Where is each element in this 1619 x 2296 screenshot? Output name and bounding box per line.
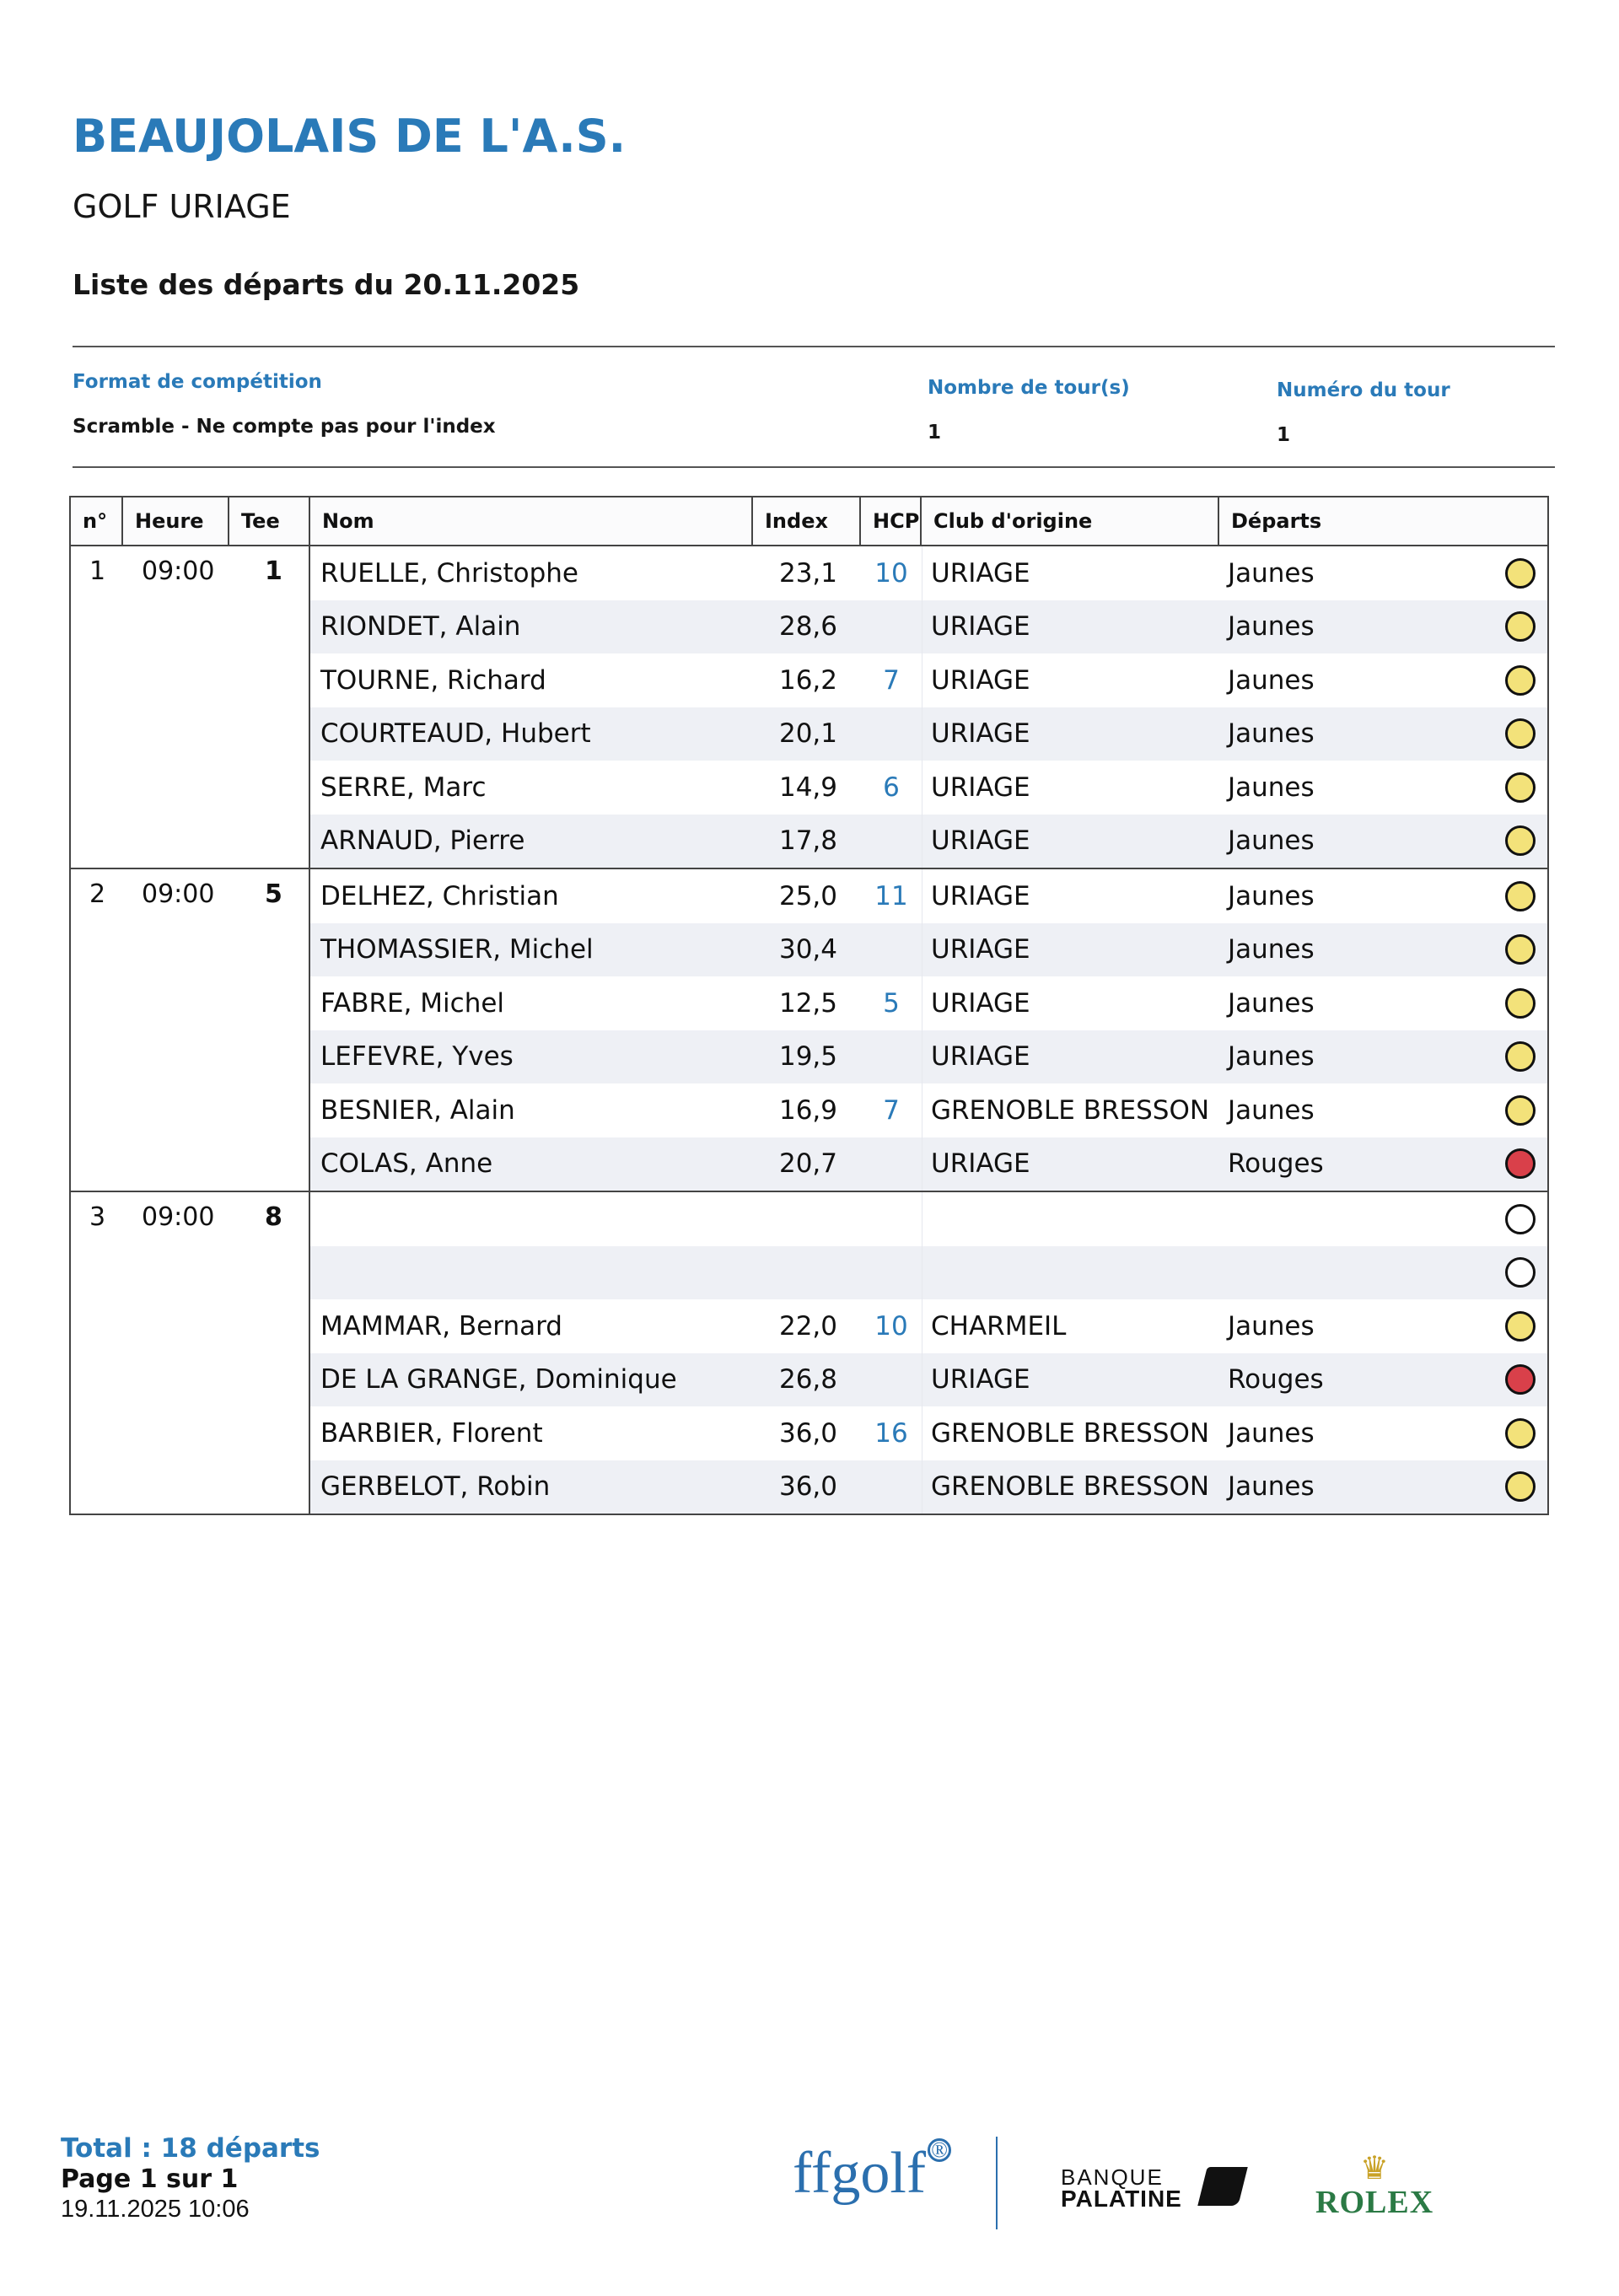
rolex-wordmark: ROLEX <box>1315 2185 1434 2220</box>
column-header-name: Nom <box>310 497 753 545</box>
player-tee-cell <box>1219 1311 1547 1342</box>
table-row <box>310 546 1547 600</box>
player-club: URIAGE <box>922 976 1219 1030</box>
tee-marker-circle-icon <box>1505 1095 1536 1126</box>
rooster-registered-icon: ® <box>928 2138 951 2162</box>
table-row <box>310 707 1547 761</box>
player-club <box>922 1192 1219 1246</box>
table-row <box>310 976 1547 1030</box>
player-club: CHARMEIL <box>922 1299 1219 1353</box>
banque-palatine-logo <box>1061 2164 1182 2212</box>
player-club: GRENOBLE BRESSON <box>922 1460 1219 1514</box>
divider <box>73 346 1555 347</box>
group-number: 1 <box>89 557 106 586</box>
table-row <box>310 923 1547 977</box>
tee-marker-circle-icon <box>1505 611 1536 642</box>
player-tee-cell <box>1219 1095 1547 1126</box>
player-club: GRENOBLE BRESSON <box>922 1406 1219 1460</box>
player-tee-color: Jaunes <box>1228 664 1315 696</box>
group-tee: 8 <box>265 1202 282 1232</box>
table-row <box>310 1299 1547 1353</box>
rolex-crown-icon: ♛ <box>1359 2149 1390 2186</box>
table-row <box>310 1083 1547 1137</box>
table-row <box>310 1137 1547 1191</box>
page-indicator: Page 1 sur 1 <box>61 2164 239 2194</box>
player-hcp: 7 <box>883 1094 900 1126</box>
player-name: MAMMAR, Bernard <box>320 1310 562 1342</box>
player-tee-color: Jaunes <box>1228 772 1315 803</box>
tee-marker-circle-icon <box>1505 1257 1536 1288</box>
player-index: 16,9 <box>778 1094 837 1126</box>
ffgolf-logo <box>793 2137 951 2207</box>
player-name: COURTEAUD, Hubert <box>320 718 591 750</box>
table-row <box>310 1030 1547 1084</box>
player-tee-cell <box>1219 825 1547 856</box>
tee-marker-circle-icon <box>1505 881 1536 911</box>
player-tee-cell <box>1219 1204 1547 1234</box>
player-name: LEFEVRE, Yves <box>320 1041 514 1073</box>
player-index: 16,2 <box>778 664 837 696</box>
tee-marker-circle-icon <box>1505 934 1536 965</box>
player-tee-cell <box>1219 558 1547 589</box>
player-index: 19,5 <box>778 1041 837 1073</box>
round-number-value: 1 <box>1277 424 1291 446</box>
player-index: 22,0 <box>778 1310 837 1342</box>
tee-time-group <box>69 869 1549 1192</box>
tee-marker-circle-icon <box>1505 1041 1536 1072</box>
ffgolf-wordmark: ffgolf <box>793 2141 927 2206</box>
player-club: URIAGE <box>922 815 1219 868</box>
group-info <box>71 1192 310 1514</box>
player-club: URIAGE <box>922 761 1219 815</box>
player-name: GERBELOT, Robin <box>320 1471 551 1503</box>
player-tee-color: Jaunes <box>1228 1310 1315 1342</box>
rounds-label: Nombre de tour(s) <box>928 377 1130 399</box>
table-header <box>69 496 1549 546</box>
player-club: GRENOBLE BRESSON <box>922 1083 1219 1137</box>
player-club: URIAGE <box>922 707 1219 761</box>
player-index: 25,0 <box>778 880 837 911</box>
logo-divider <box>996 2137 998 2229</box>
tee-marker-circle-icon <box>1505 1471 1536 1502</box>
player-hcp: 10 <box>874 1310 908 1342</box>
banque-palatine-line2: PALATINE <box>1061 2185 1182 2212</box>
player-club: URIAGE <box>922 600 1219 654</box>
tee-time-group <box>69 1192 1549 1515</box>
player-hcp: 6 <box>883 772 900 803</box>
start-list-table <box>69 496 1549 1515</box>
player-tee-color: Jaunes <box>1228 611 1315 643</box>
player-name: ARNAUD, Pierre <box>320 825 525 857</box>
player-name: TOURNE, Richard <box>320 664 546 696</box>
competition-title: BEAUJOLAIS DE L'A.S. <box>73 110 627 163</box>
player-name: COLAS, Anne <box>320 1148 493 1180</box>
round-number-label: Numéro du tour <box>1277 379 1450 401</box>
format-value: Scramble - Ne compte pas pour l'index <box>73 416 496 438</box>
player-hcp: 7 <box>883 664 900 696</box>
column-header-time: Heure <box>123 497 229 545</box>
player-index: 36,0 <box>778 1471 837 1503</box>
player-tee-cell <box>1219 881 1547 911</box>
group-tee: 5 <box>265 879 282 909</box>
table-row <box>310 1406 1547 1460</box>
player-name: BARBIER, Florent <box>320 1417 543 1449</box>
group-time: 09:00 <box>142 879 215 909</box>
player-index: 20,7 <box>778 1148 837 1180</box>
palatine-horse-flag-icon <box>1197 2167 1247 2206</box>
player-club: URIAGE <box>922 1137 1219 1191</box>
group-number: 3 <box>89 1202 106 1232</box>
rolex-logo <box>1315 2149 1434 2221</box>
player-tee-color: Jaunes <box>1228 557 1315 589</box>
player-club: URIAGE <box>922 923 1219 977</box>
banque-palatine-line1: BANQUE <box>1061 2164 1164 2190</box>
player-tee-color: Jaunes <box>1228 1041 1315 1073</box>
player-club <box>922 1246 1219 1300</box>
player-tee-color: Jaunes <box>1228 987 1315 1019</box>
table-row <box>310 653 1547 707</box>
player-club: URIAGE <box>922 1353 1219 1407</box>
groups-container <box>69 546 1549 1515</box>
tee-marker-circle-icon <box>1505 1148 1536 1179</box>
column-header-hcp: HCP <box>861 497 922 545</box>
player-index: 20,1 <box>778 718 837 750</box>
player-name: SERRE, Marc <box>320 772 487 803</box>
player-hcp: 5 <box>883 987 900 1019</box>
player-index: 23,1 <box>778 557 837 589</box>
player-tee-cell <box>1219 1418 1547 1449</box>
player-tee-color: Jaunes <box>1228 825 1315 857</box>
player-tee-cell <box>1219 1471 1547 1502</box>
club-name: GOLF URIAGE <box>73 188 291 225</box>
tee-marker-circle-icon <box>1505 1311 1536 1342</box>
player-name: BESNIER, Alain <box>320 1094 515 1126</box>
table-row <box>310 600 1547 654</box>
player-name: DELHEZ, Christian <box>320 880 559 911</box>
group-number: 2 <box>89 879 106 909</box>
player-name: THOMASSIER, Michel <box>320 934 594 965</box>
table-row <box>310 761 1547 815</box>
table-row <box>310 1353 1547 1407</box>
column-header-tees: Départs <box>1231 509 1322 533</box>
total-starts: Total : 18 départs <box>61 2133 320 2164</box>
player-index: 17,8 <box>778 825 837 857</box>
player-tee-cell <box>1219 718 1547 749</box>
player-tee-color: Jaunes <box>1228 1417 1315 1449</box>
player-tee-cell <box>1219 988 1547 1019</box>
tee-marker-circle-icon <box>1505 558 1536 589</box>
player-name: RIONDET, Alain <box>320 611 521 643</box>
tee-marker-circle-icon <box>1505 1204 1536 1234</box>
column-header-club: Club d'origine <box>922 497 1219 545</box>
format-label: Format de compétition <box>73 371 322 393</box>
table-row <box>310 1246 1547 1300</box>
player-club: URIAGE <box>922 546 1219 600</box>
player-tee-color: Jaunes <box>1228 1094 1315 1126</box>
player-tee-cell <box>1219 934 1547 965</box>
player-club: URIAGE <box>922 653 1219 707</box>
column-header-index: Index <box>753 497 861 545</box>
player-tee-color: Rouges <box>1228 1364 1324 1395</box>
player-index: 14,9 <box>778 772 837 803</box>
player-hcp: 16 <box>874 1417 908 1449</box>
group-time: 09:00 <box>142 557 215 586</box>
group-tee: 1 <box>265 557 282 586</box>
player-tee-cell <box>1219 665 1547 696</box>
player-tee-cell <box>1219 1041 1547 1072</box>
player-name: FABRE, Michel <box>320 987 505 1019</box>
player-tee-cell <box>1219 1257 1547 1288</box>
player-index: 26,8 <box>778 1364 837 1395</box>
list-title: Liste des départs du 20.11.2025 <box>73 268 580 301</box>
table-row <box>310 1192 1547 1246</box>
player-name: DE LA GRANGE, Dominique <box>320 1364 677 1395</box>
player-index: 30,4 <box>778 934 837 965</box>
player-index: 12,5 <box>778 987 837 1019</box>
tee-marker-circle-icon <box>1505 772 1536 803</box>
player-hcp: 10 <box>874 557 908 589</box>
table-row <box>310 815 1547 868</box>
tee-marker-circle-icon <box>1505 1364 1536 1395</box>
print-timestamp: 19.11.2025 10:06 <box>61 2196 250 2223</box>
player-index: 36,0 <box>778 1417 837 1449</box>
tee-marker-circle-icon <box>1505 1418 1536 1449</box>
group-info <box>71 546 310 868</box>
table-row <box>310 869 1547 923</box>
divider <box>73 466 1555 468</box>
player-tee-color: Rouges <box>1228 1148 1324 1180</box>
column-header-tee: Tee <box>229 497 310 545</box>
tee-marker-circle-icon <box>1505 718 1536 749</box>
player-tee-cell <box>1219 611 1547 642</box>
player-club: URIAGE <box>922 1030 1219 1084</box>
player-index: 28,6 <box>778 611 837 643</box>
player-tee-cell <box>1219 1364 1547 1395</box>
player-tee-color: Jaunes <box>1228 1471 1315 1503</box>
rounds-value: 1 <box>928 422 942 444</box>
group-info <box>71 869 310 1191</box>
player-tee-cell <box>1219 772 1547 803</box>
table-row <box>310 1460 1547 1514</box>
tee-marker-circle-icon <box>1505 988 1536 1019</box>
group-players <box>310 546 1547 868</box>
group-players <box>310 1192 1547 1514</box>
tee-time-group <box>69 546 1549 869</box>
player-club: URIAGE <box>922 869 1219 923</box>
player-tee-color: Jaunes <box>1228 934 1315 965</box>
group-time: 09:00 <box>142 1202 215 1232</box>
player-tee-cell <box>1219 1148 1547 1179</box>
player-tee-color: Jaunes <box>1228 718 1315 750</box>
tee-marker-circle-icon <box>1505 665 1536 696</box>
player-name: RUELLE, Christophe <box>320 557 578 589</box>
player-tee-color: Jaunes <box>1228 880 1315 911</box>
column-header-number: n° <box>71 497 123 545</box>
tee-marker-circle-icon <box>1505 825 1536 856</box>
player-hcp: 11 <box>874 880 908 911</box>
group-players <box>310 869 1547 1191</box>
